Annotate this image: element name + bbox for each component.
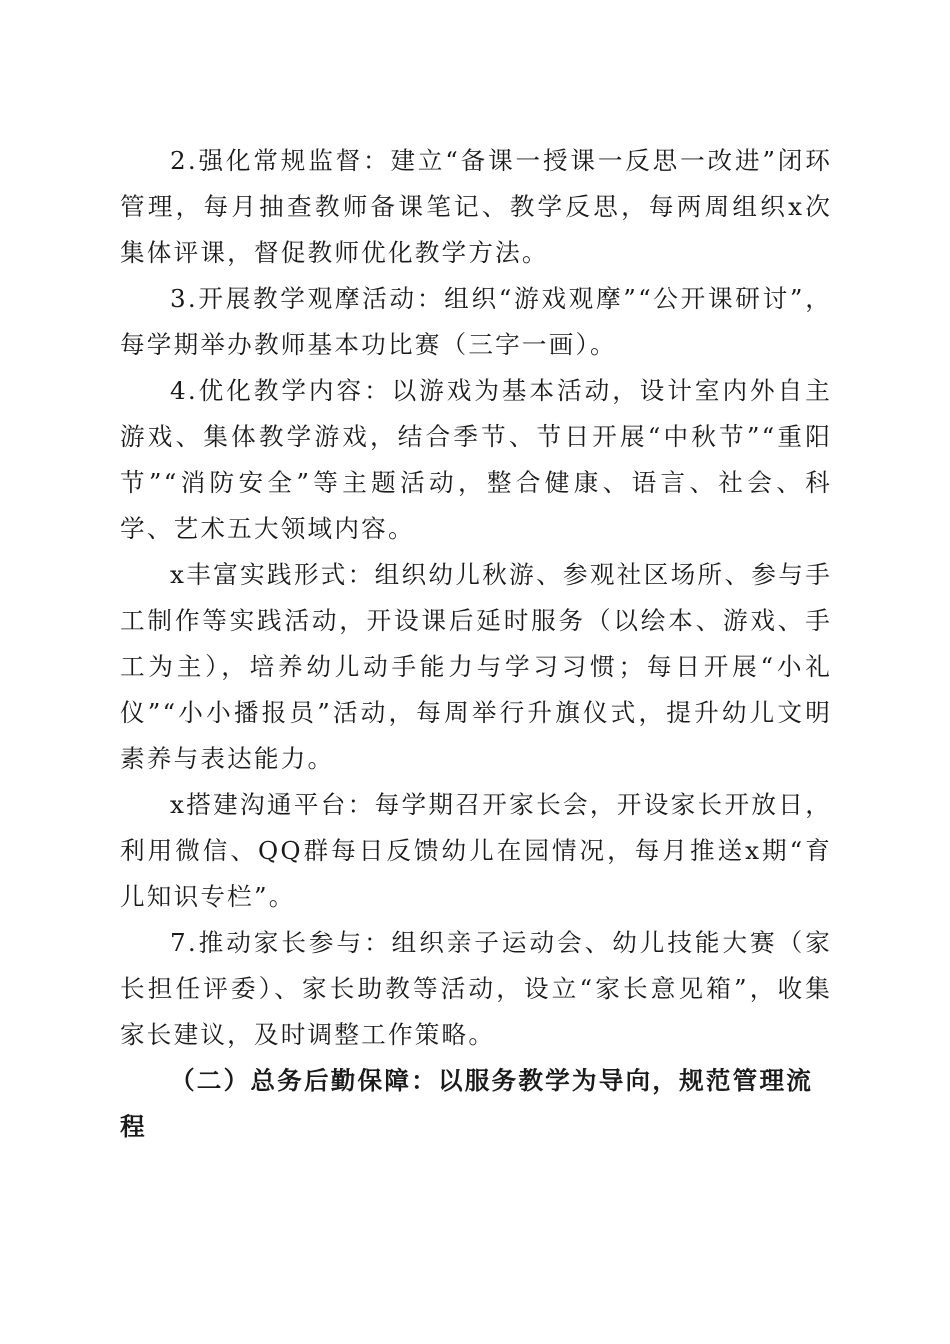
document-body — [120, 138, 832, 1150]
section-heading: （二）总务后勤保障：以服务教学为导向，规范管理流程 — [120, 1066, 814, 1141]
paragraph-parent-participation: 7.推动家长参与：组织亲子运动会、幼儿技能大赛（家长担任评委）、家长助教等活动，设立“家长意见箱”，收集家长建议，及时调整工作策略。 — [120, 928, 832, 1049]
paragraph-teaching-content: 4.优化教学内容：以游戏为基本活动，设计室内外自主游戏、集体教学游戏，结合季节、节日开展“中秋节”“重阳节”“消防安全”等主题活动，整合健康、语言、社会、科学、艺术五大领域内容。 — [120, 376, 832, 543]
paragraph-observation: 3.开展教学观摩活动：组织“游戏观摩”“公开课研讨”，每学期举办教师基本功比赛（三字一画）。 — [120, 284, 832, 359]
paragraph-communication: x搭建沟通平台：每学期召开家长会，开设家长开放日，利用微信、QQ群每日反馈幼儿在园情况，每月推送x期“育儿知识专栏”。 — [120, 790, 832, 911]
paragraph-supervision: 2.强化常规监督：建立“备课一授课一反思一改进”闭环管理，每月抽查教师备课笔记、教学反思，每两周组织x次集体评课，督促教师优化教学方法。 — [120, 146, 832, 267]
paragraph-practice: x丰富实践形式：组织幼儿秋游、参观社区场所、参与手工制作等实践活动，开设课后延时服务（以绘本、游戏、手工为主），培养幼儿动手能力与学习习惯；每日开展“小礼仪”“小小播报员”活动，每周举行升旗仪式，提升幼儿文明素养与表达能力。 — [120, 560, 832, 773]
